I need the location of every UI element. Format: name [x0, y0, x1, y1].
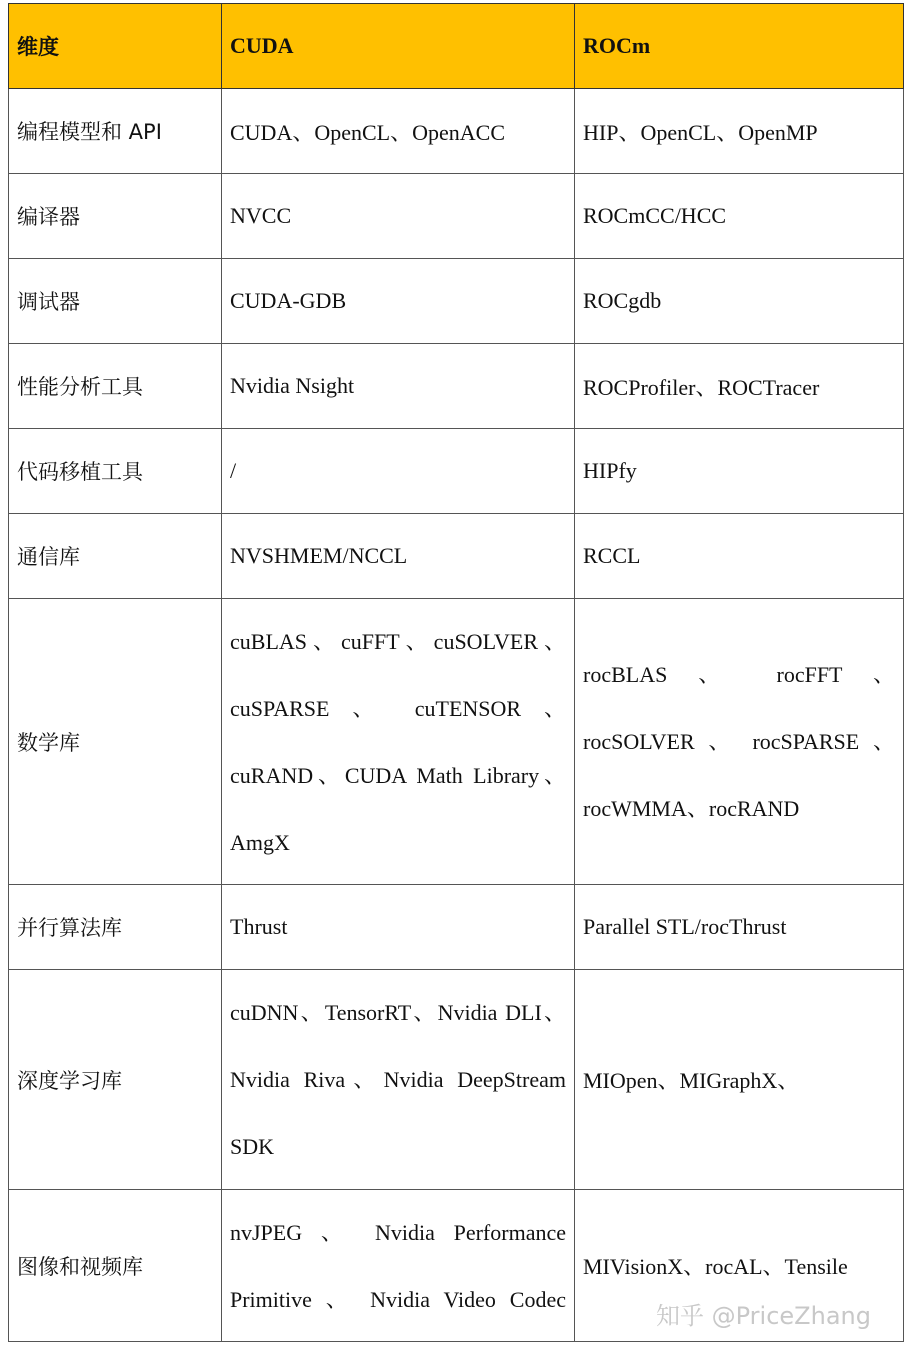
- cuda-cell: NVCC: [222, 174, 575, 259]
- cuda-cell: [222, 599, 575, 885]
- header-cuda: CUDA: [222, 4, 575, 89]
- rocm-cell: MIVisionX、rocAL、Tensile: [575, 1190, 904, 1342]
- cuda-cell: [222, 970, 575, 1190]
- dimension-cell: 并行算法库: [9, 885, 222, 970]
- rocm-cell: MIOpen、MIGraphX、: [575, 970, 904, 1190]
- table-row: [9, 174, 904, 259]
- table-row: [9, 89, 904, 174]
- cell-line: rocSOLVER 、 rocSPARSE 、: [583, 729, 895, 754]
- dimension-cell: 代码移植工具: [9, 429, 222, 514]
- cell-line: cuSPARSE 、 cuTENSOR 、: [230, 695, 566, 721]
- cell-line: AmgX: [230, 829, 290, 855]
- table-row: [9, 429, 904, 514]
- cell-line: cuRAND、CUDA Math Library、: [230, 762, 566, 788]
- cuda-cell: NVSHMEM/NCCL: [222, 514, 575, 599]
- dimension-cell: 性能分析工具: [9, 344, 222, 429]
- dimension-cell: 编程模型和 API: [9, 89, 222, 174]
- rocm-cell: HIP、OpenCL、OpenMP: [575, 89, 904, 174]
- rocm-cell: Parallel STL/rocThrust: [575, 885, 904, 970]
- rocm-cell: HIPfy: [575, 429, 904, 514]
- cell-line: Primitive 、 Nvidia Video Codec: [230, 1286, 566, 1312]
- table-header: [9, 4, 904, 89]
- dimension-cell: 数学库: [9, 599, 222, 885]
- rocm-cell: ROCgdb: [575, 259, 904, 344]
- header-rocm: ROCm: [575, 4, 904, 89]
- cell-line: nvJPEG 、 Nvidia Performance: [230, 1219, 566, 1245]
- dimension-cell: 图像和视频库: [9, 1190, 222, 1342]
- cuda-cell: CUDA-GDB: [222, 259, 575, 344]
- header-dimension: 维度: [9, 4, 222, 89]
- cell-line: cuDNN、TensorRT、Nvidia DLI、: [230, 1000, 566, 1025]
- watermark: 知乎 @PriceZhang: [656, 1302, 871, 1330]
- cuda-cell: [222, 1190, 575, 1342]
- cuda-cell: CUDA、OpenCL、OpenACC: [222, 89, 575, 174]
- dimension-cell: 通信库: [9, 514, 222, 599]
- table-row: [9, 344, 904, 429]
- cuda-cell: Nvidia Nsight: [222, 344, 575, 429]
- cell-line: rocWMMA、rocRAND: [583, 796, 800, 821]
- dimension-cell: 深度学习库: [9, 970, 222, 1190]
- cell-line: cuBLAS、cuFFT、cuSOLVER、: [230, 628, 566, 654]
- cell-line: rocBLAS 、 rocFFT 、: [583, 662, 895, 687]
- table-row: [9, 514, 904, 599]
- table-row: [9, 599, 904, 885]
- table-row: [9, 259, 904, 344]
- cell-line: SDK: [230, 1134, 275, 1159]
- rocm-cell: RCCL: [575, 514, 904, 599]
- dimension-cell: 调试器: [9, 259, 222, 344]
- rocm-cell: [575, 599, 904, 885]
- table-row: [9, 885, 904, 970]
- rocm-cell: ROCmCC/HCC: [575, 174, 904, 259]
- cuda-cell: Thrust: [222, 885, 575, 970]
- dimension-cell: 编译器: [9, 174, 222, 259]
- cuda-cell: /: [222, 429, 575, 514]
- table-row: [9, 970, 904, 1190]
- cell-line: Nvidia Riva、Nvidia DeepStream: [230, 1067, 566, 1092]
- rocm-cell: ROCProfiler、ROCTracer: [575, 344, 904, 429]
- comparison-table: [8, 3, 904, 1342]
